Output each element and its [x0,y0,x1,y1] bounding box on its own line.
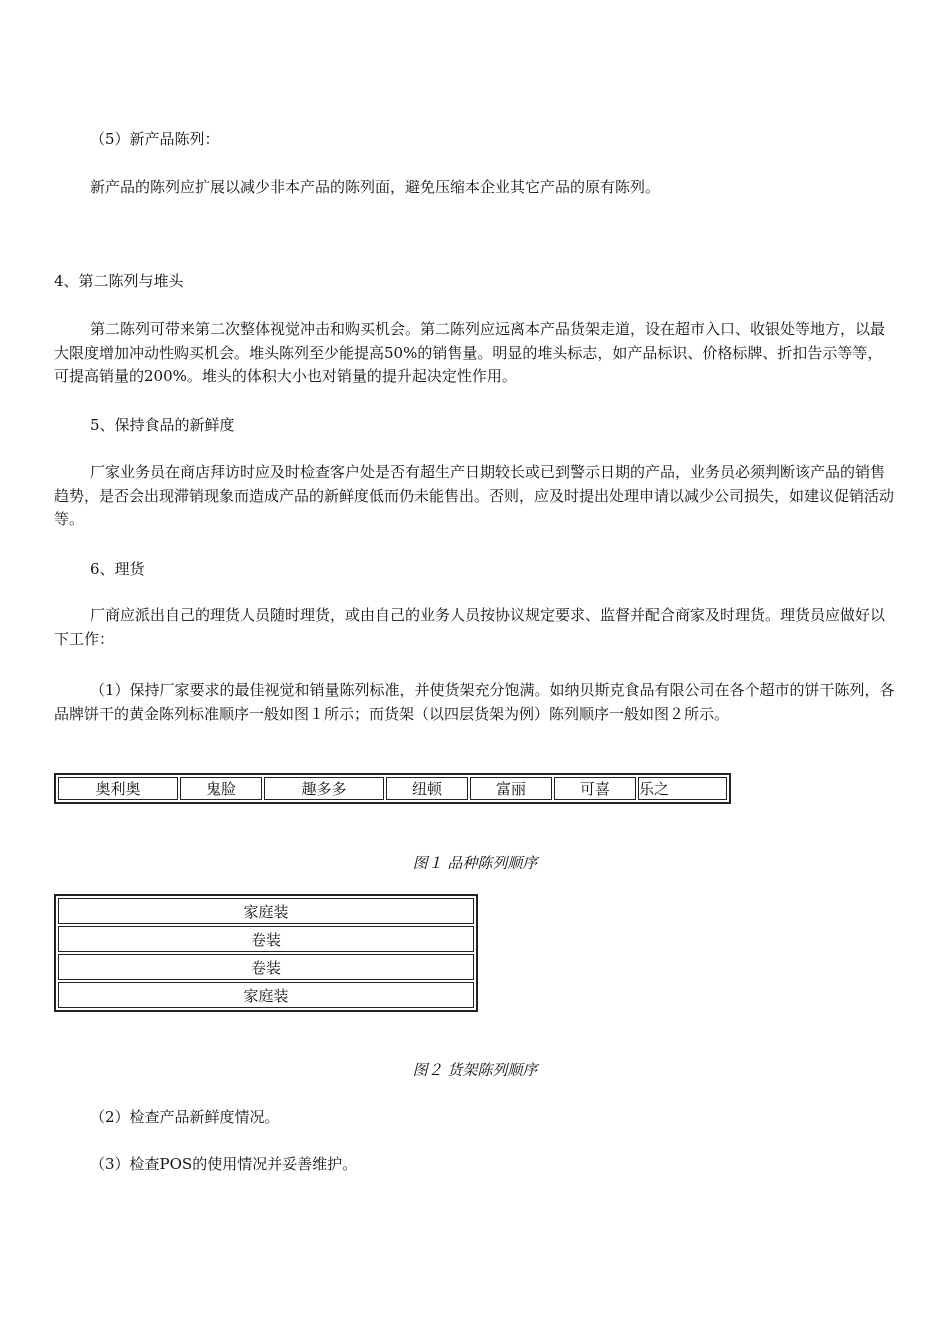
figure2-caption: 图２ 货架陈列顺序 [412,1061,538,1079]
figure1-cell: 富丽 [470,777,552,800]
figure1-cell: 乐之 [638,777,727,800]
figure1-cell: 趣多多 [264,777,384,800]
figure1-table [54,773,731,804]
paragraph-second-display: 第二陈列可带来第二次整体视觉冲击和购买机会。第二陈列应远离本产品货架走道，设在超市入口、收银处等地方，以最大限度增加冲动性购买机会。堆头陈列至少能提高50%的销售量。明显的堆头标志，如产品标识、价格标牌、折扣告示等等，可提高销量的200%。堆头的体积大小也对销量的提升起决定性作用。 [54,320,886,385]
paragraph-freshness: 厂家业务员在商店拜访时应及时检查客户处是否有超生产日期较长或已到警示日期的产品，业务员必须判断该产品的销售趋势，是否会出现滞销现象而造成产品的新鲜度低而仍未能售出。否则，应及时提出处理申请以减少公司损失，如建议促销活动等。 [54,463,895,528]
figure1-cell: 纽顿 [386,777,468,800]
heading-merchandising: 6、理货 [90,560,145,578]
figure2-row: 家庭装 [58,898,474,924]
heading-freshness: 5、保持食品的新鲜度 [90,416,235,434]
figure2-table [54,894,478,1012]
figure1-caption: 图１ 品种陈列顺序 [412,854,538,872]
list-item-3: （3）检查POS的使用情况并妥善维护。 [90,1155,358,1173]
subheading-new-product: （5）新产品陈列： [90,130,220,148]
list-item-1: （1）保持厂家要求的最佳视觉和销量陈列标准，并使货架充分饱满。如纳贝斯克食品有限公司在各个超市的饼干陈列，各品牌饼干的黄金陈列标准顺序一般如图１所示；而货架（以四层货架为例）陈列顺序一般如图２所示。 [54,681,895,723]
list-item-2: （2）检查产品新鲜度情况。 [90,1108,280,1126]
figure2-row: 卷装 [58,954,474,980]
figure2-row: 卷装 [58,926,474,952]
figure1-cell: 奥利奥 [58,777,178,800]
heading-second-display: 4、第二陈列与堆头 [54,272,184,290]
figure1-cell: 可喜 [554,777,636,800]
paragraph-new-product: 新产品的陈列应扩展以减少非本产品的陈列面，避免压缩本企业其它产品的原有陈列。 [90,178,661,196]
paragraph-merchandising: 厂商应派出自己的理货人员随时理货，或由自己的业务人员按协议规定要求、监督并配合商家及时理货。理货员应做好以下工作： [54,606,886,648]
figure1-cell: 鬼脸 [180,777,262,800]
figure2-row: 家庭装 [58,982,474,1008]
